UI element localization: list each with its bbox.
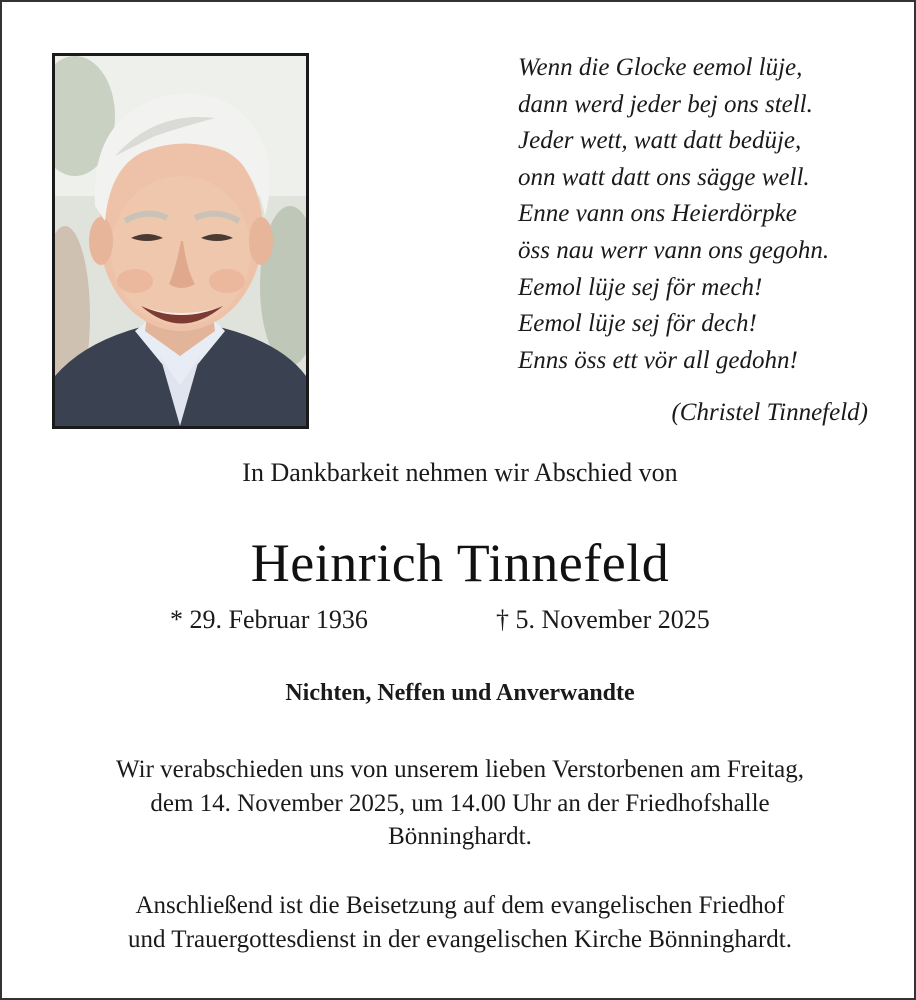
poem-line: Eemol lüje sej för mech!: [518, 273, 763, 301]
mourners: Nichten, Neffen und Anverwandte: [285, 680, 635, 706]
cross-icon: †: [496, 605, 509, 634]
deceased-name: Heinrich Tinnefeld: [250, 533, 670, 593]
service-info: [2, 753, 916, 854]
poem-line: Enne vann ons Heierdörpke: [518, 200, 797, 228]
intro-text: In Dankbarkeit nehmen wir Abschied von: [242, 458, 678, 487]
burial-line: und Trauergottesdienst in der evangelischen Kirche Bönninghardt.: [128, 925, 792, 953]
burial-info: [2, 889, 916, 956]
poem-line: öss nau werr vann ons gegohn.: [518, 236, 830, 264]
poem-line: dann werd jeder bej ons stell.: [518, 90, 813, 118]
death-date: 5. November 2025: [515, 605, 710, 634]
poem-line: Eemol lüje sej för dech!: [518, 310, 757, 338]
service-line: Wir verabschieden uns von unserem lieben Verstorbenen am Freitag,: [116, 756, 804, 783]
service-line: dem 14. November 2025, um 14.00 Uhr an der Friedhofshalle: [150, 789, 770, 817]
poem-author: (Christel Tinnefeld): [671, 399, 868, 426]
poem-line: Enns öss ett vör all gedohn!: [518, 346, 798, 374]
poem: [518, 50, 888, 379]
poem-line: onn watt datt ons sägge well.: [518, 163, 810, 191]
poem-line: Wenn die Glocke eemol lüje,: [518, 54, 803, 81]
birth-date: * 29. Februar 1936: [170, 605, 368, 634]
service-line: Bönninghardt.: [388, 823, 532, 850]
death-date-group: [496, 605, 710, 635]
portrait-photo: [52, 53, 309, 429]
portrait-illustration: [55, 56, 306, 426]
poem-line: Jeder wett, watt datt bedüje,: [518, 127, 802, 155]
burial-line: Anschließend ist die Beisetzung auf dem evangelischen Friedhof: [135, 892, 785, 919]
